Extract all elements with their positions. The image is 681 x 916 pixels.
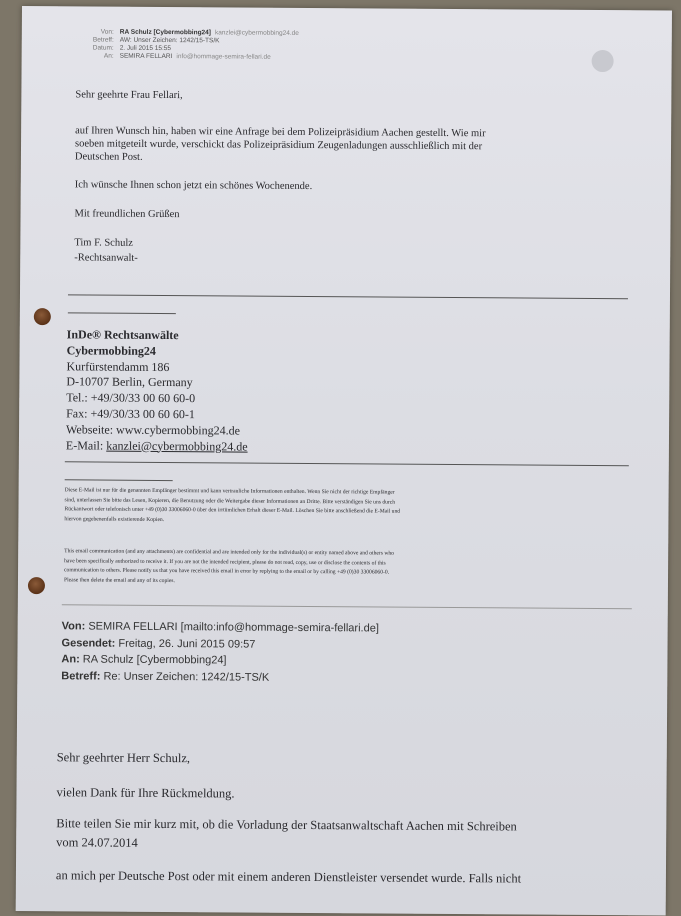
date-value: 2. Juli 2015 15:55 bbox=[119, 44, 172, 53]
fw-to: RA Schulz [Cybermobbing24] bbox=[82, 653, 227, 667]
disclaimer-line: hiervon gegebenenfalls existierende Kopien. bbox=[64, 515, 165, 523]
fw-sent: Freitag, 26. Juni 2015 09:57 bbox=[118, 637, 256, 651]
forwarded-header bbox=[61, 618, 379, 686]
reply-question-line-1: Bitte teilen Sie mir kurz mit, ob die Vorladung der Staatsanwaltschaft Aachen mit Schreiben bbox=[56, 816, 517, 834]
reply-greeting: Sehr geehrter Herr Schulz, bbox=[56, 750, 191, 766]
brand-name: Cybermobbing24 bbox=[66, 343, 156, 358]
website: Webseite: www.cybermobbing24.de bbox=[65, 422, 240, 438]
disclaimer-line: Please then delete the email and any of its copies. bbox=[63, 576, 175, 584]
disclaimer-german bbox=[64, 486, 624, 528]
fw-from: SEMIRA FELLARI [mailto:info@hommage-semira-fellari.de] bbox=[88, 620, 379, 635]
date-label: Datum: bbox=[92, 44, 114, 52]
separator-short bbox=[68, 312, 176, 314]
signature-block bbox=[66, 327, 249, 455]
separator-short bbox=[65, 479, 173, 481]
greeting: Sehr geehrte Frau Fellari, bbox=[75, 89, 183, 102]
separator-line bbox=[65, 461, 629, 466]
subject-label: Betreff: bbox=[92, 36, 114, 44]
subject-value: AW: Unser Zeichen: 1242/15-TS/K bbox=[119, 36, 220, 45]
from-email: kanzlei@cybermobbing24.de bbox=[214, 29, 299, 37]
avatar bbox=[592, 50, 614, 72]
email-header bbox=[74, 28, 299, 62]
email-link[interactable]: kanzlei@cybermobbing24.de bbox=[106, 438, 248, 454]
punch-hole bbox=[34, 308, 51, 325]
paragraph-line-1: auf Ihren Wunsch hin, haben wir eine Anfrage bei dem Polizeipräsidium Aachen gestellt. Wie mir bbox=[75, 125, 486, 140]
from-label: Von: bbox=[100, 28, 114, 36]
disclaimer-line: Diese E-Mail ist nur für die genannten Empfänger bestimmt und kann vertrauliche Informationen enthalten. Wenn Sie nicht der richtige Empfänger bbox=[64, 487, 395, 496]
disclaimer-line: communication to others. Please notify us that you have received this email in error by replying to the email or by calling +49 (0)30 33006060-0. bbox=[64, 567, 390, 576]
street: Kurfürstendamm 186 bbox=[66, 358, 170, 374]
disclaimer-line: This email communication (and any attachments) are confidential and are intended only for the individual(s) or entity named above and others who bbox=[64, 548, 394, 557]
reply-question-line-2: vom 24.07.2014 bbox=[56, 835, 138, 850]
disclaimer-line: have been specifically authorized to receive it. If you are not the intended recipient, please do not read, copy, use or disclose the contents of this bbox=[64, 557, 386, 567]
separator-line bbox=[62, 604, 632, 609]
fw-subject: Re: Unser Zeichen: 1242/15-TS/K bbox=[103, 670, 270, 684]
fw-subject-label: Betreff: bbox=[61, 669, 101, 683]
city: D-10707 Berlin, Germany bbox=[66, 374, 193, 390]
email-label: E-Mail: bbox=[65, 437, 107, 453]
punch-hole bbox=[28, 577, 45, 594]
fw-to-label: An: bbox=[61, 653, 80, 666]
reply-thanks: vielen Dank für Ihre Rückmeldung. bbox=[56, 785, 235, 801]
telephone: Tel.: +49/30/33 00 60 60-0 bbox=[66, 390, 196, 406]
to-label: An: bbox=[103, 52, 114, 60]
fw-from-label: Von: bbox=[61, 620, 86, 633]
disclaimer-english bbox=[64, 547, 624, 589]
fax: Fax: +49/30/33 00 60 60-1 bbox=[66, 406, 195, 422]
from-name: RA Schulz [Cybermobbing24] bbox=[119, 28, 211, 37]
disclaimer-line: Rückantwort oder telefonisch unter +49 (0)30 33006060-0 über den irrtümlichen Erhalt dieser E-Mail. Löschen Sie bitte anschließend die E-Mail und bbox=[64, 506, 401, 515]
reply-question-line-3: an mich per Deutsche Post oder mit einem anderen Dienstleister versendet wurde. Falls nicht bbox=[55, 868, 522, 886]
firm-name: InDe® Rechtsanwälte bbox=[66, 327, 179, 343]
closing: Mit freundlichen Grüßen bbox=[74, 208, 180, 221]
printed-page bbox=[16, 6, 672, 916]
to-email: info@hommage-semira-fellari.de bbox=[176, 53, 271, 61]
to-name: SEMIRA FELLARI bbox=[119, 52, 173, 61]
sender-title: -Rechtsanwalt- bbox=[74, 252, 138, 264]
paragraph-line-3: Deutschen Post. bbox=[74, 151, 143, 163]
paragraph-line-2: soeben mitgeteilt wurde, verschickt das Polizeipräsidium Zeugenladungen ausschließlich mit der bbox=[75, 138, 483, 153]
fw-sent-label: Gesendet: bbox=[61, 636, 116, 650]
disclaimer-line: sind, unterlassen Sie bitte das Lesen, Kopieren, die Benutzung oder die Weitergabe dieser Informationen an Dritte. Bitte verständigen Sie uns durch bbox=[64, 496, 396, 506]
separator-line bbox=[68, 294, 628, 299]
weekend-wish: Ich wünsche Ihnen schon jetzt ein schönes Wochenende. bbox=[74, 179, 313, 193]
sender-name: Tim F. Schulz bbox=[74, 237, 133, 249]
